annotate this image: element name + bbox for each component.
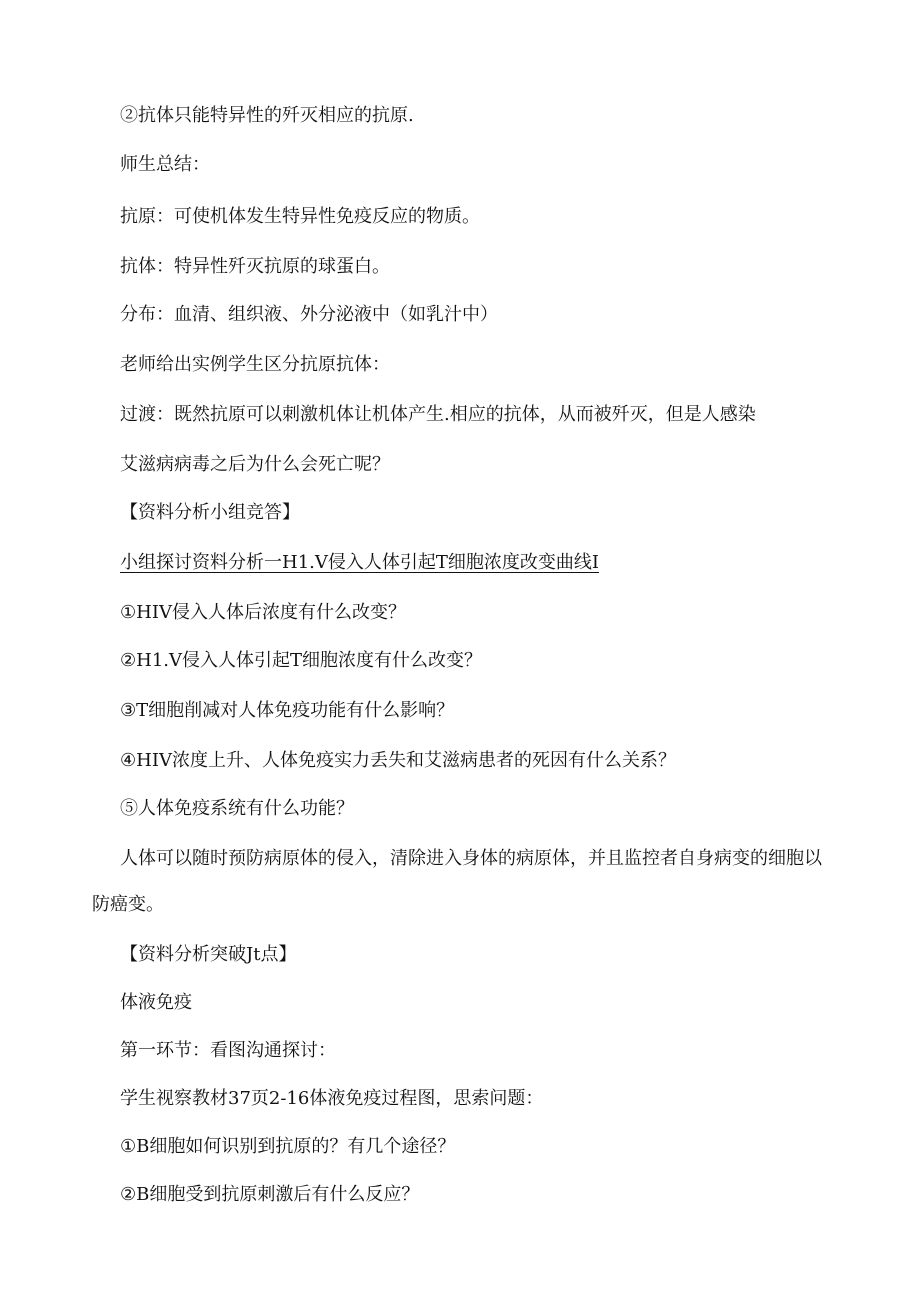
- question-4: ④HIV浓度上升、人体免疫实力丢失和艾滋病患者的死因有什么关系？: [120, 750, 676, 771]
- question-5: ⑤人体免疫系统有什么功能？: [120, 798, 354, 819]
- paragraph-textbook-observe: 学生视察教材37页2-16体液免疫过程图，思索问题：: [120, 1088, 544, 1109]
- paragraph-first-step: 第一环节：看图沟通探讨：: [120, 1040, 336, 1061]
- paragraph-antibody-specificity: ②抗体只能特异性的歼灭相应的抗原.: [120, 105, 414, 126]
- paragraph-immune-function: 人体可以随时预防病原体的侵入，清除进入身体的病原体，并且监控者自身病变的细胞以: [120, 848, 822, 869]
- section-heading-group-quiz: 【资料分析小组竞答】: [120, 502, 300, 523]
- paragraph-summary-heading: 师生总结：: [120, 154, 210, 175]
- paragraph-distribution: 分布：血清、组织液、外分泌液中（如乳汁中）: [120, 304, 498, 325]
- section-heading-breakthrough: 【资料分析突破Jt点】: [120, 944, 297, 965]
- question-1: ①HIV侵入人体后浓度有什么改变？: [120, 602, 406, 623]
- paragraph-group-discussion: 小组探讨资料分析一H1.V侵入人体引起T细胞浓度改变曲线I: [120, 552, 599, 573]
- paragraph-antibody-definition: 抗体：特异性歼灭抗原的球蛋白。: [120, 256, 390, 277]
- paragraph-transition: 过渡：既然抗原可以刺激机体让机体产生.相应的抗体，从而被歼灭，但是人感染: [120, 404, 756, 425]
- paragraph-humoral-immunity: 体液免疫: [120, 992, 192, 1013]
- question-b-cell-2: ②B细胞受到抗原刺激后有什么反应？: [120, 1184, 420, 1205]
- question-b-cell-1: ①B细胞如何识别到抗原的？有几个途径？: [120, 1136, 456, 1157]
- question-3: ③T细胞削减对人体免疫功能有什么影响？: [120, 700, 455, 721]
- paragraph-antigen-definition: 抗原：可使机体发生特异性免疫反应的物质。: [120, 206, 480, 227]
- question-2: ②H1.V侵入人体引起T细胞浓度有什么改变？: [120, 650, 483, 671]
- paragraph-teacher-example: 老师给出实例学生区分抗原抗体：: [120, 354, 390, 375]
- paragraph-transition-cont: 艾滋病病毒之后为什么会死亡呢？: [120, 454, 390, 475]
- paragraph-immune-function-cont: 防癌变。: [92, 894, 164, 915]
